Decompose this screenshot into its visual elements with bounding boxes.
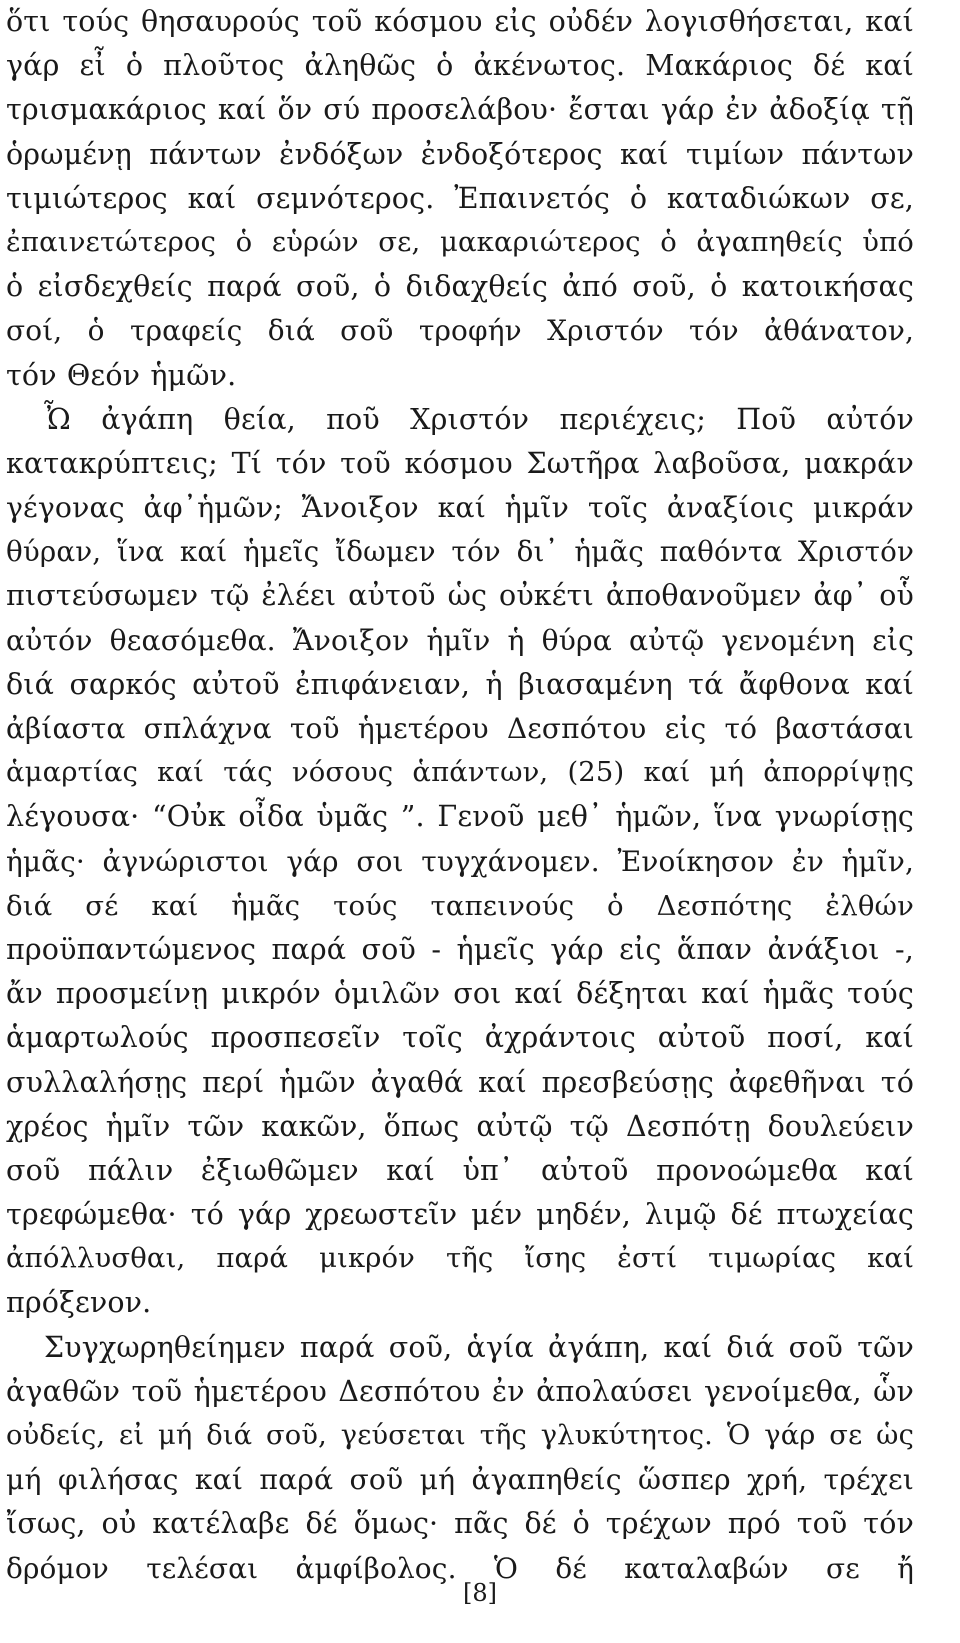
text-line: χρέος ἡμῖν τῶν κακῶν, ὅπως αὐτῷ τῷ Δεσπότῃ δουλεύειν [6,1109,914,1143]
text-line: τρεφώμεθα· τό γάρ χρεωστεῖν μέν μηδέν, λιμῷ δέ πτωχείας [6,1198,914,1232]
text-line: πιστεύσωμεν τῷ ἐλέει αὐτοῦ ὡς οὐκέτι ἀποθανοῦμεν ἀφ᾽ οὗ [6,579,914,613]
text-line: ὅτι τούς θησαυρούς τοῦ κόσμου εἰς οὐδέν λογισθήσεται, καί [6,5,914,38]
text-line: συλλαλήσῃς περί ἡμῶν ἀγαθά καί πρεσβεύσῃς ἀφεθῆναι τό [6,1065,914,1099]
text-line: τόν Θεόν ἡμῶν. [6,358,237,392]
text-line: ἴσως, οὐ κατέλαβε δέ ὅμως· πᾶς δέ ὁ τρέχων πρό τοῦ τόν [6,1507,914,1541]
text-line: Ὦ ἀγάπη θεία, ποῦ Χριστόν περιέχεις; Ποῦ αὐτόν [44,402,914,436]
text-line: οὐδείς, εἰ μή διά σοῦ, γεύσεται τῆς γλυκύτητος. Ὁ γάρ σε ὡς [6,1420,914,1451]
text-line: δρόμον τελέσαι ἀμφίβολος. Ὁ δέ καταλαβών σε ἤ [6,1551,914,1585]
text-line: ἄν προσμείνῃ μικρόν ὁμιλῶν σοι καί δέξηται καί ἡμᾶς τούς [6,977,914,1011]
text-line: θύραν, ἵνα καί ἡμεῖς ἴδωμεν τόν δι᾽ ἡμᾶς παθόντα Χριστόν [6,535,914,569]
text-line: διά σέ καί ἡμᾶς τούς ταπεινούς ὁ Δεσπότης ἐλθών [6,889,914,922]
text-line: γέγονας ἀφ᾽ἡμῶν; Ἄνοιξον καί ἡμῖν τοῖς ἀναξίοις μικράν [6,491,914,525]
text-line: σοί, ὁ τραφείς διά σοῦ τροφήν Χριστόν τόν ἀθάνατον, [6,314,914,348]
text-line: ἡμᾶς· ἀγνώριστοι γάρ σοι τυγχάνομεν. Ἐνοίκησον ἐν ἡμῖν, [6,844,914,878]
text-line: ἀβίαστα σπλάχνα τοῦ ἡμετέρου Δεσπότου εἰς τό βαστάσαι [6,712,914,745]
text-line: κατακρύπτεις; Τί τόν τοῦ κόσμου Σωτῆρα λαβοῦσα, μακράν [6,446,914,480]
page-number: [8] [463,1579,497,1607]
text-line: αὐτόν θεασόμεθα. Ἄνοιξον ἡμῖν ἡ θύρα αὐτῷ γενομένη εἰς [6,623,914,657]
text-line: πρόξενον. [6,1286,152,1320]
text-line: τρισμακάριος καί ὅν σύ προσελάβου· ἔσται γάρ ἐν ἀδοξίᾳ τῇ [6,93,914,127]
text-line: ὁρωμένῃ πάντων ἐνδόξων ἐνδοξότερος καί τιμίων πάντων [6,137,914,171]
text-line: ἀπόλλυσθαι, παρά μικρόν τῆς ἴσης ἐστί τιμωρίας καί [6,1243,914,1275]
text-line: Συγχωρηθείημεν παρά σοῦ, ἁγία ἀγάπη, καί διά σοῦ τῶν [44,1330,914,1364]
text-line: σοῦ πάλιν ἐξιωθῶμεν καί ὑπ᾽ αὐτοῦ προνοώμεθα καί [6,1153,914,1187]
text-line: ὁ εἰσδεχθείς παρά σοῦ, ὁ διδαχθείς ἀπό σοῦ, ὁ κατοικήσας [6,270,914,304]
text-line: ἁμαρτίας καί τάς νόσους ἁπάντων, (25) καί μή ἀπορρίψῃς [6,757,914,789]
body-text [6,0,914,1591]
text-line: γάρ εἶ ὁ πλοῦτος ἀληθῶς ὁ ἀκένωτος. Μακάριος δέ καί [6,49,914,83]
text-line: τιμιώτερος καί σεμνότερος. Ἐπαινετός ὁ καταδιώκων σε, [6,181,914,215]
text-line: ἐπαινετώτερος ὁ εὑρών σε, μακαριώτερος ὁ ἀγαπηθείς ὑπό [6,226,914,258]
text-line: ἁμαρτωλούς προσπεσεῖν τοῖς ἀχράντοις αὐτοῦ ποσί, καί [6,1021,914,1055]
text-line: προϋπαντώμενος παρά σοῦ - ἡμεῖς γάρ εἰς ἅπαν ἀνάξιοι -, [6,932,914,966]
text-line: μή φιλήσας καί παρά σοῦ μή ἀγαπηθείς ὥσπερ χρή, τρέχει [6,1463,914,1497]
text-line: λέγουσα· “Οὐκ οἶδα ὑμᾶς ”. Γενοῦ μεθ᾽ ἡμῶν, ἵνα γνωρίσῃς [6,800,914,834]
text-line: διά σαρκός αὐτοῦ ἐπιφάνειαν, ἡ βιασαμένη τά ἄφθονα καί [6,667,914,701]
text-line: ἀγαθῶν τοῦ ἡμετέρου Δεσπότου ἐν ἀπολαύσει γενοίμεθα, ὧν [6,1374,914,1408]
